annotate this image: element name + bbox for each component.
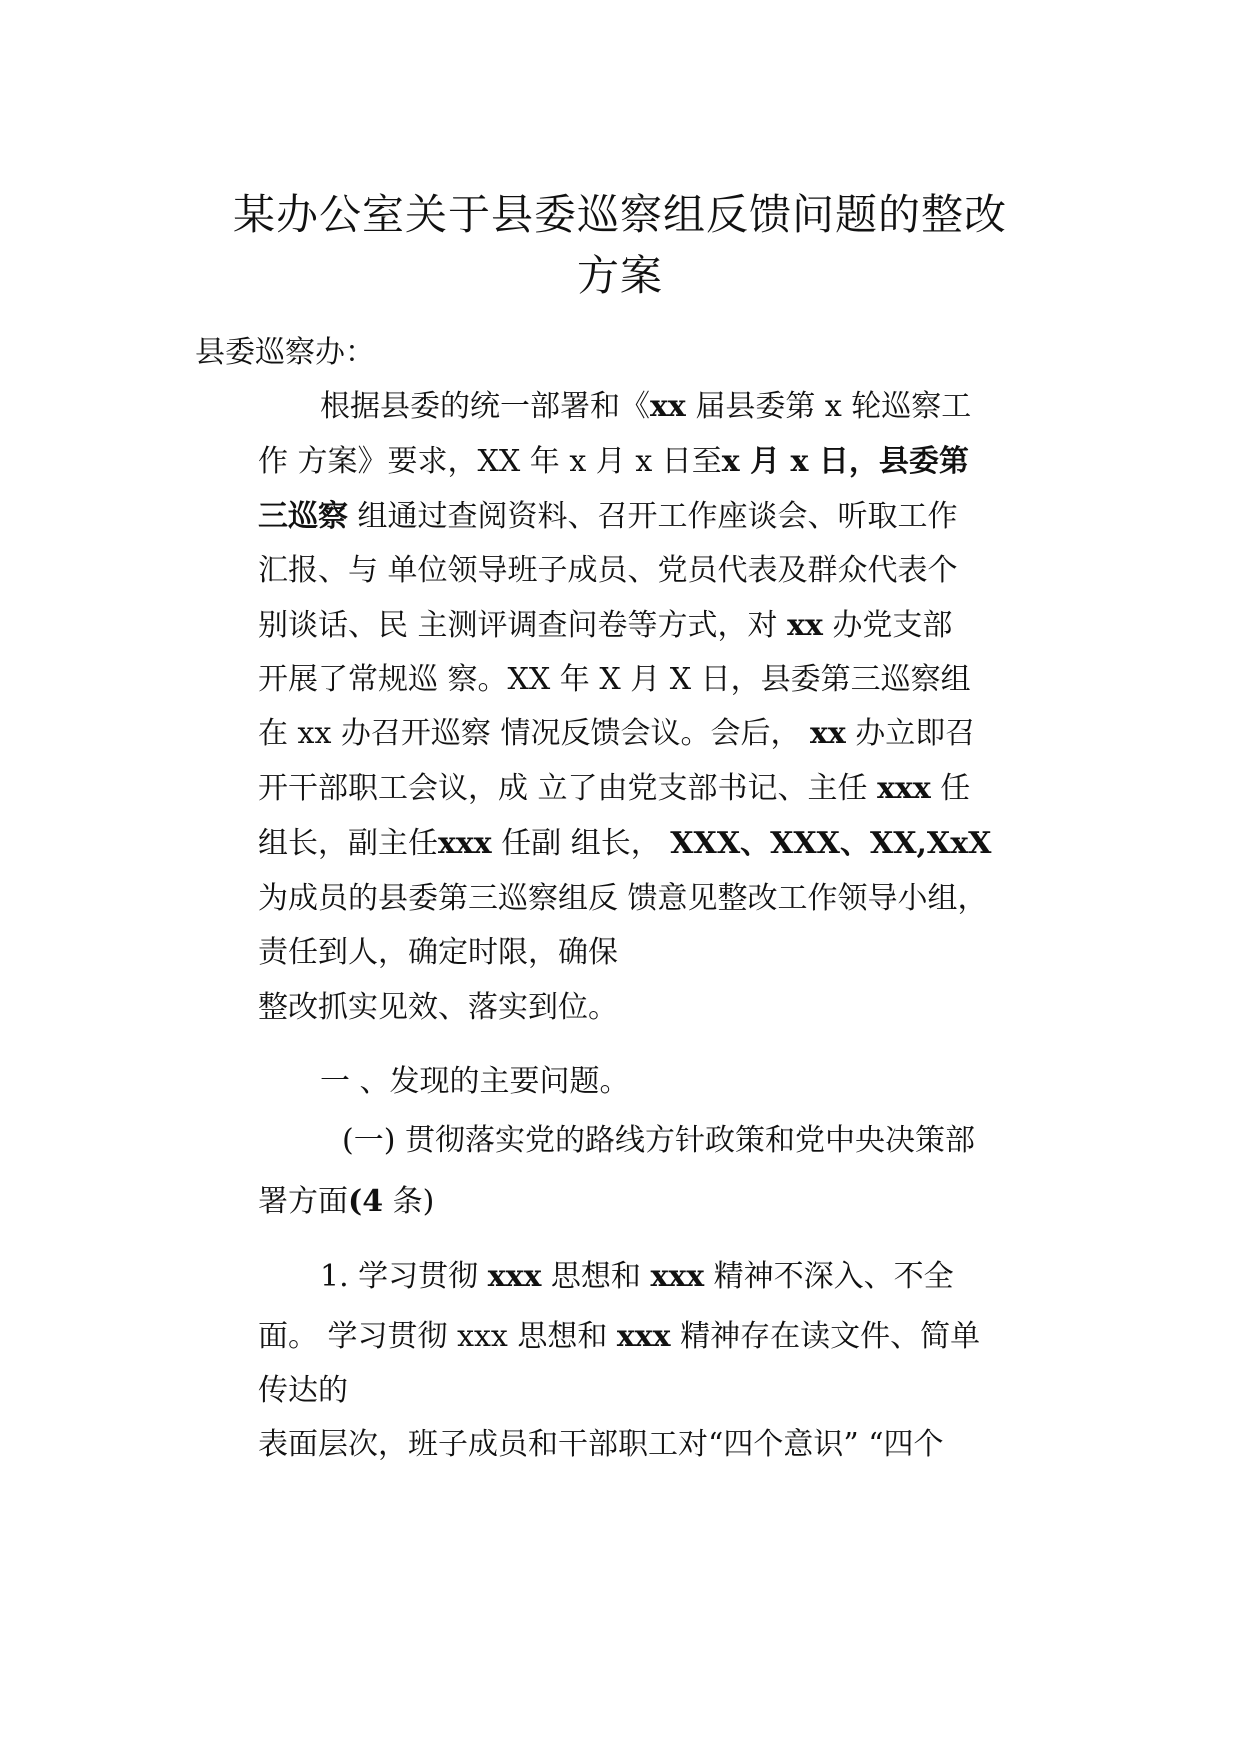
intro-line-5: 别谈话、民 主测评调查问卷等方式，对 xx 办党支部 [258,608,953,643]
addressee: 县委巡察办： [195,335,375,370]
item-1-line-1: 1. 学习贯彻 xxx 思想和 xxx 精神不深入、不全 [320,1259,954,1294]
intro-line-4: 汇报、与 单位领导班子成员、党员代表及群众代表个 [258,553,958,588]
intro-line-2: 作 方案》要求，XX 年 x 月 x 日至x 月 x 日，县委第 [258,444,969,479]
document-title-line-1: 某办公室关于县委巡察组反馈问题的整改 [232,190,1007,239]
intro-line-6: 开展了常规巡 察。XX 年 X 月 X 日，县委第三巡察组 [258,662,971,697]
subsection-heading-1-line-1: (一) 贯彻落实党的路线方针政策和党中央决策部 [342,1123,975,1158]
intro-line-10: 为成员的县委第三巡察组反 馈意见整改工作领导小组， [258,881,988,916]
intro-line-8: 开干部职工会议，成 立了由党支部书记、主任 xxx 任 [258,771,971,806]
subsection-heading-1-line-2: 署方面(4 条) [258,1184,435,1219]
intro-line-12: 整改抓实见效、落实到位。 [258,990,618,1025]
section-heading-1: 一 、发现的主要问题。 [320,1064,630,1099]
document-title-line-2: 方案 [576,251,663,300]
intro-line-9: 组长，副主任xxx 任副 组长， XXX、XXX、XX,XxX [258,826,992,861]
intro-line-3: 三巡察 组通过查阅资料、召开工作座谈会、听取工作 [258,499,958,534]
item-1-line-4: 表面层次，班子成员和干部职工对“四个意识” “四个 [258,1427,944,1462]
intro-line-1: 根据县委的统一部署和《xx 届县委第 x 轮巡察工 [320,389,972,424]
item-1-line-2: 面。 学习贯彻 xxx 思想和 xxx 精神存在读文件、简单 [258,1319,981,1354]
item-1-line-3: 传达的 [258,1373,348,1408]
intro-line-7: 在 xx 办召开巡察 情况反馈会议。会后， xx 办立即召 [258,716,976,751]
intro-line-11: 责任到人，确定时限，确保 [258,935,618,970]
